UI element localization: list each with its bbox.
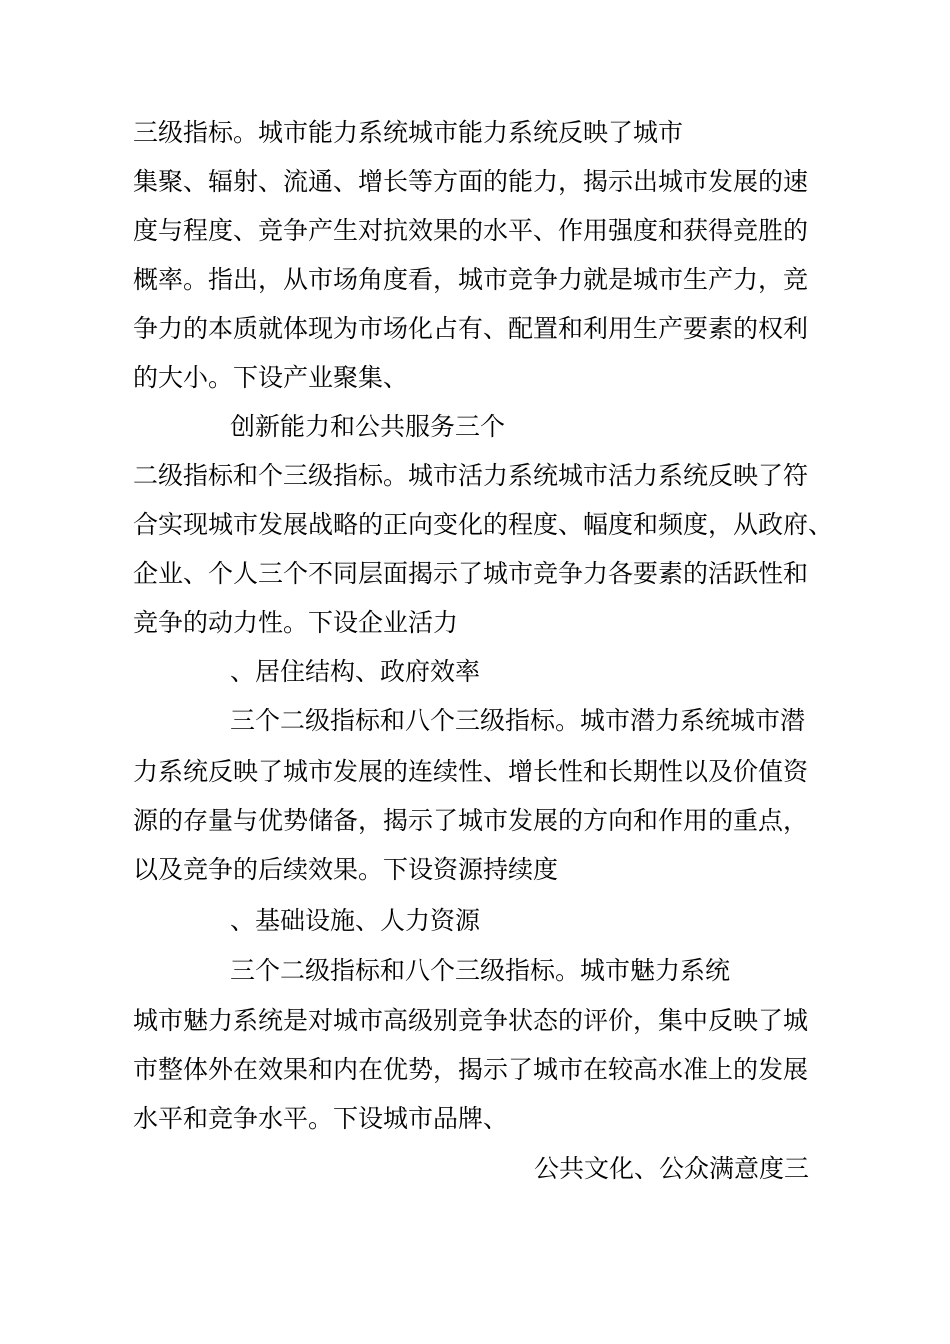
text-line: 竞争的动力性。下设企业活力 bbox=[133, 608, 459, 637]
text-line: 三个二级指标和八个三级指标。城市潜力系统城市潜 bbox=[230, 706, 806, 735]
text-line: 源的存量与优势储备，揭示了城市发展的方向和作用的重点， bbox=[133, 806, 809, 835]
text-line: 的大小。下设产业聚集、 bbox=[133, 363, 409, 392]
text-line: 集聚、辐射、流通、增长等方面的能力，揭示出城市发展的速 bbox=[133, 167, 809, 196]
text-line: 市整体外在效果和内在优势，揭示了城市在较高水准上的发展 bbox=[133, 1055, 809, 1084]
text-line: 、居住结构、政府效率 bbox=[230, 657, 481, 686]
text-line: 企业、个人三个不同层面揭示了城市竞争力各要素的活跃性和 bbox=[133, 559, 809, 588]
text-line: 创新能力和公共服务三个 bbox=[230, 412, 506, 441]
text-line: 城市魅力系统是对城市高级别竞争状态的评价，集中反映了城 bbox=[133, 1006, 809, 1035]
text-line: 三级指标。城市能力系统城市能力系统反映了城市 bbox=[133, 118, 684, 147]
text-line: 度与程度、竞争产生对抗效果的水平、作用强度和获得竞胜的 bbox=[133, 216, 809, 245]
text-line: 水平和竞争水平。下设城市品牌、 bbox=[133, 1104, 509, 1133]
text-line: 、基础设施、人力资源 bbox=[230, 906, 481, 935]
text-line: 合实现城市发展战略的正向变化的程度、幅度和频度，从政府、 bbox=[133, 510, 834, 539]
text-line: 力系统反映了城市发展的连续性、增长性和长期性以及价值资 bbox=[133, 757, 809, 786]
text-line: 概率。指出，从市场角度看，城市竞争力就是城市生产力，竞 bbox=[133, 265, 809, 294]
text-line: 二级指标和个三级指标。城市活力系统城市活力系统反映了符 bbox=[133, 461, 809, 490]
text-line: 三个二级指标和八个三级指标。城市魅力系统 bbox=[230, 956, 731, 985]
text-line: 以及竞争的后续效果。下设资源持续度 bbox=[133, 855, 559, 884]
text-line: 公共文化、公众满意度三 bbox=[534, 1154, 810, 1183]
text-line: 争力的本质就体现为市场化占有、配置和利用生产要素的权利 bbox=[133, 314, 809, 343]
